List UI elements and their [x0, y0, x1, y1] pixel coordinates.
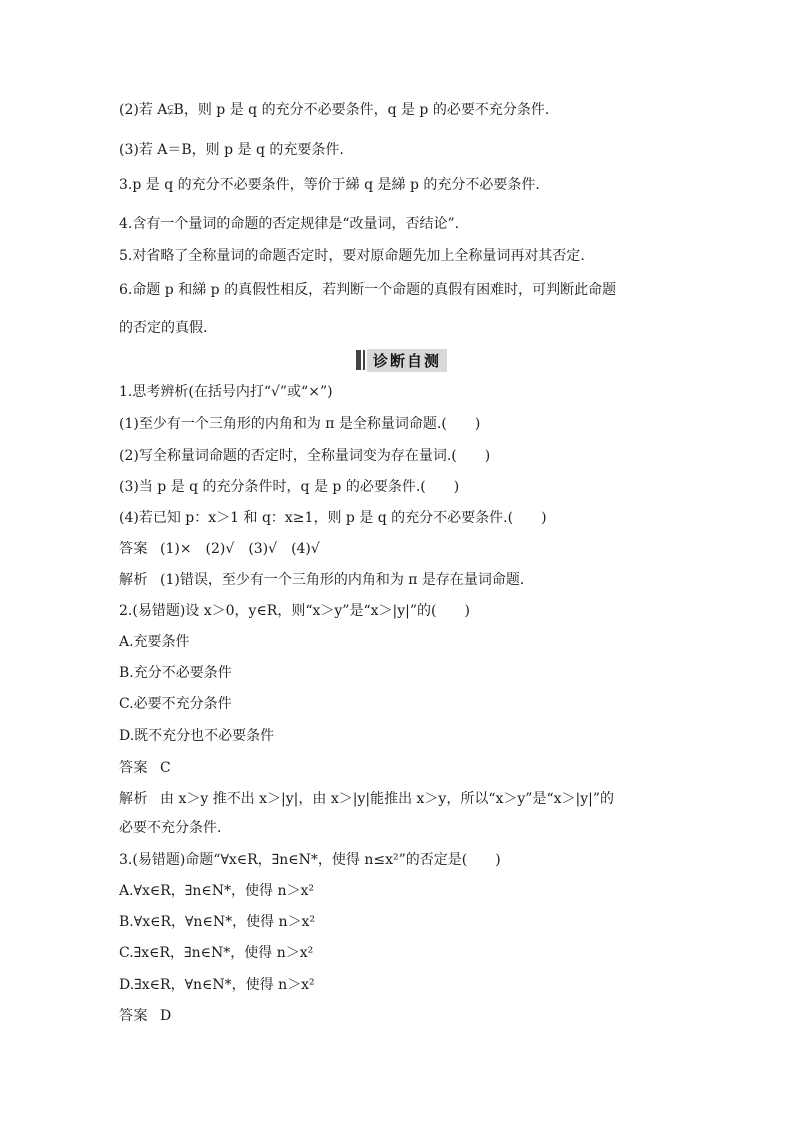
q1-answer	[119, 539, 684, 559]
q1-item-2: (2)写全称量词命题的否定时，全称量词变为存在量词.( )	[119, 448, 491, 464]
summary-line-3: 3.p 是 q 的充分不必要条件，等价于綈 q 是綈 p 的充分不必要条件.	[119, 177, 540, 193]
q2-option-b: B.充分不必要条件	[119, 665, 232, 681]
q1-stem: 1.思考辨析(在括号内打“√”或“×”)	[119, 384, 333, 400]
analysis-label: 解析	[119, 791, 148, 807]
section-title: 诊断自测	[367, 349, 447, 372]
summary-line-6: 6.命题 p 和綈 p 的真假性相反，若判断一个命题的真假有困难时，可判断此命题	[119, 282, 617, 298]
q1-analysis	[119, 570, 684, 590]
summary-line-1: (2)若 A⫋B，则 p 是 q 的充分不必要条件，q 是 p 的必要不充分条件.	[119, 102, 550, 118]
answer-label: 答案	[119, 541, 148, 557]
answer-label: 答案	[119, 1008, 148, 1024]
summary-line-7: 的否定的真假.	[119, 320, 208, 336]
q3-answer	[119, 1006, 684, 1026]
q1-item-4: (4)若已知 p：x＞1 和 q：x≥1，则 p 是 q 的充分不必要条件.( )	[119, 510, 547, 526]
q2-option-c: C.必要不充分条件	[119, 696, 232, 712]
analysis-text: (1)错误，至少有一个三角形的内角和为 π 是存在量词命题.	[160, 572, 525, 588]
summary-line-4: 4.含有一个量词的命题的否定规律是“改量词，否结论”.	[119, 216, 460, 232]
answer-label: 答案	[119, 760, 148, 776]
summary-line-2: (3)若 A＝B，则 p 是 q 的充要条件.	[119, 142, 344, 158]
answer-value: (1)× (2)√ (3)√ (4)√	[160, 541, 320, 557]
q2-answer	[119, 758, 684, 778]
q2-option-a: A.充要条件	[119, 634, 190, 650]
q3-option-d: D.∃x∈R，∀n∈N*，使得 n＞x²	[119, 977, 315, 993]
q3-option-a: A.∀x∈R，∃n∈N*，使得 n＞x²	[119, 883, 315, 899]
q2-analysis-cont: 必要不充分条件.	[119, 820, 222, 836]
analysis-label: 解析	[119, 572, 148, 588]
q3-option-b: B.∀x∈R，∀n∈N*，使得 n＞x²	[119, 914, 316, 930]
answer-value: D	[160, 1008, 172, 1024]
q2-analysis	[119, 789, 684, 809]
answer-value: C	[160, 760, 171, 776]
section-marker-icon	[356, 350, 363, 370]
q2-stem: 2.(易错题)设 x＞0，y∈R，则“x＞y”是“x＞|y|”的( )	[119, 603, 470, 619]
q1-item-1: (1)至少有一个三角形的内角和为 π 是全称量词命题.( )	[119, 416, 481, 432]
q3-stem: 3.(易错题)命题“∀x∈R，∃n∈N*，使得 n≤x²”的否定是( )	[119, 852, 501, 868]
q3-option-c: C.∃x∈R，∃n∈N*，使得 n＞x²	[119, 945, 314, 961]
summary-line-5: 5.对省略了全称量词的命题否定时，要对原命题先加上全称量词再对其否定.	[119, 248, 585, 264]
section-header	[356, 349, 447, 371]
q2-option-d: D.既不充分也不必要条件	[119, 728, 275, 744]
q1-item-3: (3)当 p 是 q 的充分条件时，q 是 p 的必要条件.( )	[119, 479, 460, 495]
analysis-text: 由 x＞y 推不出 x＞|y|，由 x＞|y|能推出 x＞y，所以“x＞y”是“x＞|y|”的	[160, 791, 615, 807]
